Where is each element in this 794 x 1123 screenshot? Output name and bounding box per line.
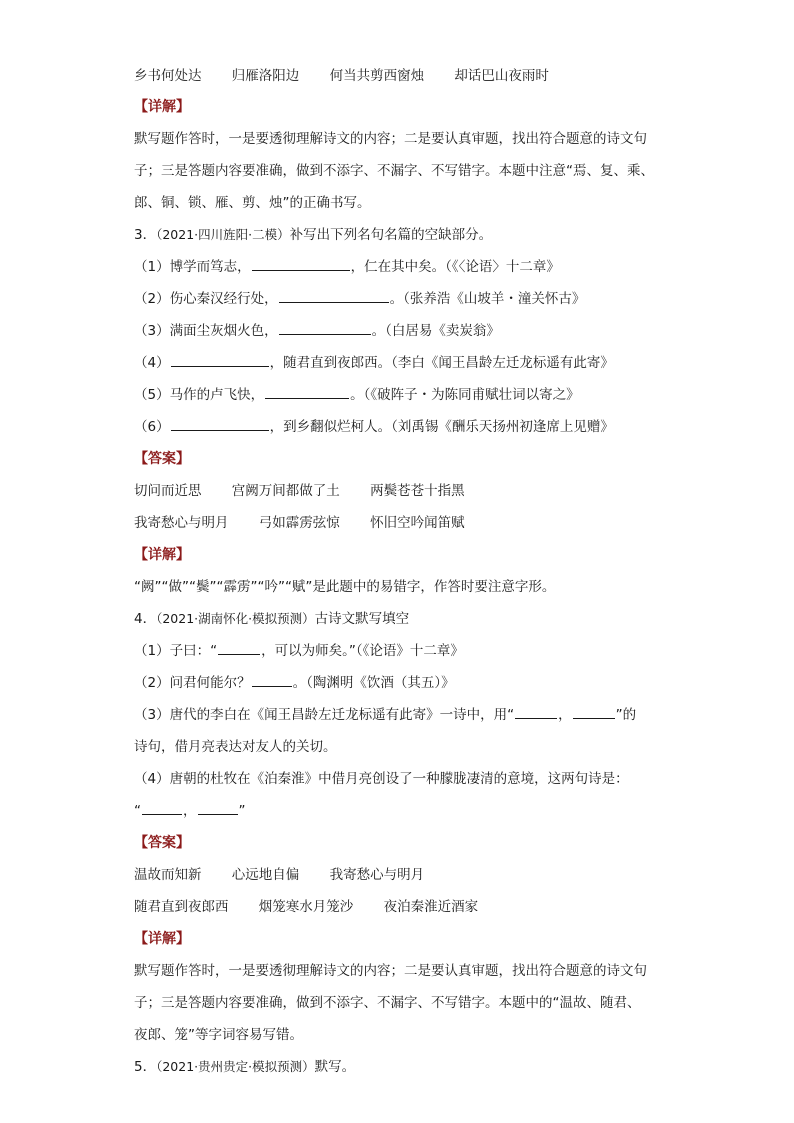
detail-paragraph-line: 子；三是答题内容要准确，做到不添字、不漏字、不写错字。本题中的“温故、随君、 [134,995,641,1011]
item-text: ， [558,707,572,723]
detail-paragraph-line: 夜郎、笼”等字词容易写错。 [134,1027,303,1043]
answer-text: 两鬓苍苍十指黑 [370,483,465,499]
answer-text: 乡书何处达 [134,68,202,84]
question-prompt: 古诗文默写填空 [314,611,410,627]
answer-row [134,897,504,917]
answer-text: 夜泊秦淮近酒家 [383,899,479,915]
question-prompt: 补写出下列名句名篇的空缺部分。 [289,227,493,243]
answer-row-top [134,66,575,86]
question-3-heading [134,225,492,245]
item-text: （5）马作的卢飞快， [134,387,265,403]
fill-blank[interactable] [198,801,238,815]
answer-text: 烟笼寒水月笼沙 [258,899,354,915]
question-number: 3． [134,227,157,243]
question-5-heading [134,1057,355,1077]
fill-blank[interactable] [218,641,260,655]
answer-label: 【答案】 [134,451,190,467]
answer-text: 我寄愁心与明月 [329,867,425,883]
item-text: ， [183,803,197,819]
item-text: （2）伤心秦汉经行处， [134,291,278,307]
item-text: ，随君直到夜郎西。（李白《闻王昌龄左迁龙标遥有此寄》 [269,355,614,371]
detail-label: 【详解】 [134,99,190,115]
item-text: （1）博学而笃志， [134,259,251,275]
answer-text: 心远地自偏 [231,867,300,883]
detail-paragraph-line: 默写题作答时，一是要透彻理解诗文的内容；二是要认真审题，找出符合题意的诗文句 [134,131,647,147]
item-text: （4） [134,355,170,371]
answer-text: 弓如霹雳弦惊 [258,515,340,531]
detail-paragraph-line: 子；三是答题内容要准确，做到不添字、不漏字、不写错字。本题中注意“焉、复、乘、 [134,163,654,179]
answer-text: 温故而知新 [134,867,202,883]
q3-item-6 [134,417,614,437]
item-text: ，可以为师矣。”（《论语》十二章》 [261,643,464,659]
answer-row [134,865,450,885]
fill-blank[interactable] [279,289,389,303]
detail-label: 【详解】 [134,931,190,947]
question-number: 4． [134,611,157,627]
answer-text: 何当共剪西窗烛 [329,68,425,84]
question-source: （2021·贵州贵定·模拟预测） [156,1059,315,1074]
fill-blank[interactable] [171,417,269,431]
detail-paragraph-line: “阙”“做”“鬓”“霹雳”“吟”“赋”是此题中的易错字，作答时要注意字形。 [134,579,556,595]
question-prompt: 默写。 [314,1059,356,1075]
q3-item-2 [134,289,585,309]
answer-text: 却话巴山夜雨时 [454,68,549,84]
answer-text: 我寄愁心与明月 [134,515,229,531]
item-text: （1）子曰：“ [134,643,218,659]
question-number: 5． [134,1059,157,1075]
answer-text: 宫阙万间都做了土 [231,483,340,499]
q4-item-4: （4）唐朝的杜牧在《泊秦淮》中借月亮创设了一种朦胧凄清的意境，这两句诗是： [134,771,629,787]
fill-blank[interactable] [142,801,182,815]
q3-item-1 [134,257,560,277]
fill-blank[interactable] [515,705,557,719]
item-text: （3）唐代的李白在《闻王昌龄左迁龙标遥有此寄》一诗中，用“ [134,707,515,723]
question-source: （2021·四川旌阳·二模） [156,227,290,242]
item-text: （2）问君何能尔？ [134,675,251,691]
fill-blank[interactable] [171,353,269,367]
q3-item-4 [134,353,614,373]
detail-paragraph-line: 郎、铜、锁、雁、剪、烛”的正确书写。 [134,195,371,211]
answer-text: 切问而近思 [134,483,202,499]
item-text: ” [238,803,246,819]
q4-item-3-cont: 诗句，借月亮表达对友人的关切。 [134,739,337,755]
answer-row [134,481,491,501]
q4-item-2 [134,673,455,693]
fill-blank[interactable] [252,257,350,271]
item-text: （3）满面尘灰烟火色， [134,323,278,339]
detail-label: 【详解】 [134,547,190,563]
fill-blank[interactable] [265,385,349,399]
fill-blank[interactable] [573,705,615,719]
fill-blank[interactable] [279,321,371,335]
answer-label: 【答案】 [134,835,190,851]
item-text: ，仁在其中矣。（《〈论语〉十二章》 [350,259,560,275]
answer-text: 归雁洛阳边 [231,68,300,84]
item-text: “ [134,803,141,819]
detail-paragraph-line: 默写题作答时，一是要透彻理解诗文的内容；二是要认真审题，找出符合题意的诗文句 [134,963,647,979]
item-text: ，到乡翻似烂柯人。（刘禹锡《酬乐天扬州初逢席上见赠》 [269,419,614,435]
q3-item-5 [134,385,580,405]
q4-item-4-cont [134,801,246,821]
question-source: （2021·湖南怀化·模拟预测） [156,611,315,626]
item-text: 。（张养浩《山坡羊・潼关怀古》 [389,291,586,307]
q3-item-3 [134,321,500,341]
item-text: ”的 [615,707,637,723]
item-text: （6） [134,419,170,435]
item-text: 。（陶渊明《饮酒（其五）》 [292,675,455,691]
fill-blank[interactable] [252,673,292,687]
q4-item-3 [134,705,636,725]
answer-row [134,513,491,533]
answer-text: 随君直到夜郎西 [134,899,229,915]
q4-item-1 [134,641,464,661]
item-text: 。（白居易《卖炭翁》 [371,323,500,339]
question-4-heading [134,609,409,629]
answer-text: 怀旧空吟闻笛赋 [370,515,465,531]
item-text: 。（《破阵子・为陈同甫赋壮词以寄之》 [350,387,580,403]
